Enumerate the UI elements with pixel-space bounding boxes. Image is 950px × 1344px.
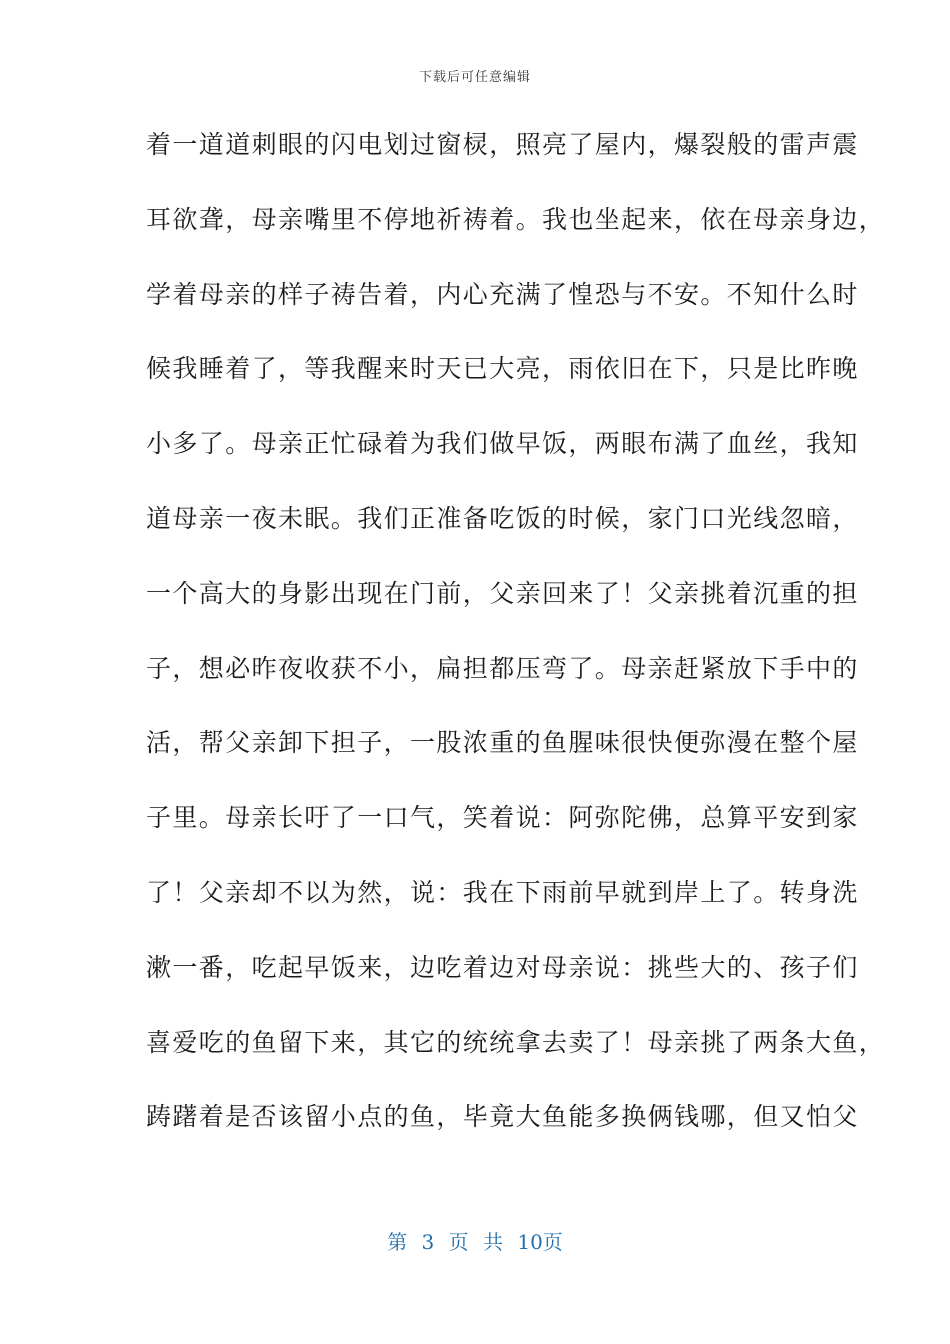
page-header-note: 下载后可任意编辑 [418,70,531,85]
text-line: 漱一番，吃起早饭来，边吃着边对母亲说：挑些大的、孩子们 [146,952,859,982]
text-line: 活，帮父亲卸下担子，一股浓重的鱼腥味很快便弥漫在整个屋 [146,728,859,758]
text-line: 着一道道刺眼的闪电划过窗棂，照亮了屋内，爆裂般的雷声震 [146,130,859,159]
document-body [146,125,886,1172]
text-line: 耳欲聋，母亲嘴里不停地祈祷着。我也坐起来，依在母亲身边， [146,204,886,234]
text-line: 道母亲一夜未眠。我们正准备吃饭的时候，家门口光线忽暗， [146,503,859,533]
text-line: 一个高大的身影出现在门前，父亲回来了！父亲挑着沉重的担 [146,578,859,608]
text-line: 小多了。母亲正忙碌着为我们做早饭，两眼布满了血丝，我知 [146,429,859,459]
text-line: 喜爱吃的鱼留下来，其它的统统拿去卖了！母亲挑了两条大鱼， [146,1027,886,1057]
text-line: 了！父亲却不以为然，说：我在下雨前早就到岸上了。转身洗 [146,877,859,907]
page-number: 第 3 页 共 10页 [387,1230,563,1254]
text-line: 子里。母亲长吁了一口气，笑着说：阿弥陀佛，总算平安到家 [146,803,859,833]
text-line: 候我睡着了，等我醒来时天已大亮，雨依旧在下，只是比昨晚 [146,354,859,384]
text-line: 踌躇着是否该留小点的鱼，毕竟大鱼能多换俩钱哪，但又怕父 [146,1102,859,1132]
text-line: 学着母亲的样子祷告着，内心充满了惶恐与不安。不知什么时 [146,279,859,309]
text-line: 子，想必昨夜收获不小，扁担都压弯了。母亲赶紧放下手中的 [146,653,859,683]
